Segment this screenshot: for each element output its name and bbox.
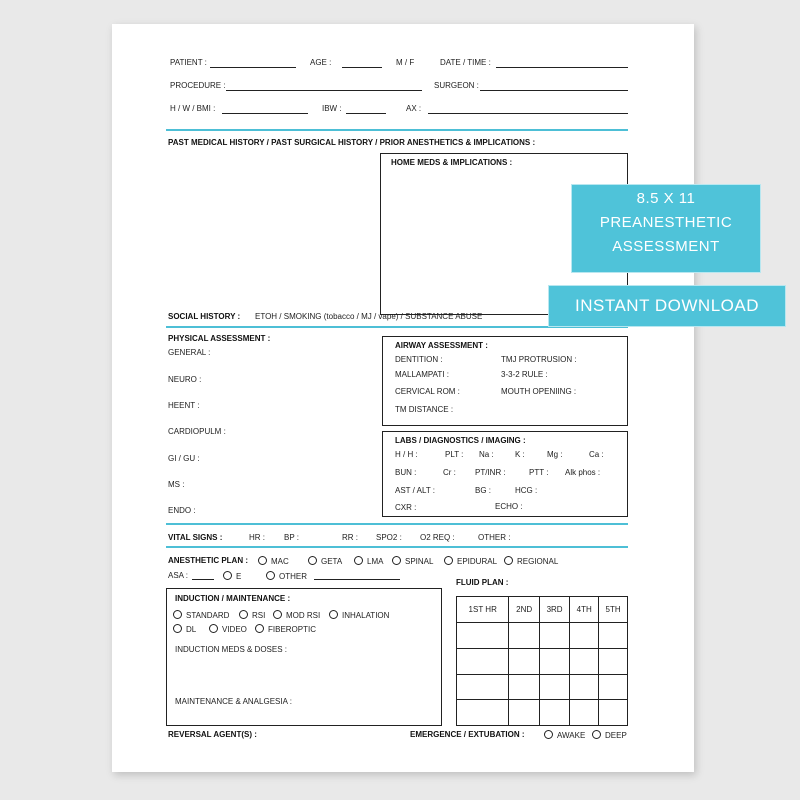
physical-endo: ENDO :	[168, 506, 196, 515]
fluid-cell[interactable]	[539, 700, 569, 726]
induction-standard-option[interactable]: STANDARD	[173, 610, 229, 620]
divider	[166, 523, 628, 525]
physical-title: PHYSICAL ASSESSMENT :	[168, 334, 271, 343]
mallampati-label: MALLAMPATI :	[395, 370, 449, 379]
airway-box[interactable]	[382, 336, 628, 426]
ibw-field[interactable]	[346, 113, 386, 114]
surgeon-field[interactable]	[480, 90, 628, 91]
plan-label: ANESTHETIC PLAN :	[168, 556, 248, 565]
radio-icon[interactable]	[504, 556, 513, 565]
divider	[166, 129, 628, 131]
hr-label: HR :	[249, 533, 265, 542]
maintenance-label: MAINTENANCE & ANALGESIA :	[175, 697, 292, 706]
fluid-header-3: 3RD	[539, 597, 569, 623]
plt-label: PLT :	[445, 450, 464, 459]
fluid-cell[interactable]	[599, 648, 628, 674]
fluid-cell[interactable]	[599, 674, 628, 700]
physical-gigu: GI / GU :	[168, 454, 200, 463]
fluid-cell[interactable]	[509, 674, 539, 700]
tm-distance-label: TM DISTANCE :	[395, 405, 454, 414]
procedure-field[interactable]	[226, 90, 422, 91]
fluid-cell[interactable]	[457, 700, 509, 726]
physical-heent: HEENT :	[168, 401, 200, 410]
induction-meds-label: INDUCTION MEDS & DOSES :	[175, 645, 288, 654]
badge-subtitle: ASSESSMENT	[612, 238, 720, 255]
induction-dl-option[interactable]: DL	[173, 624, 196, 634]
hh-label: H / H :	[395, 450, 418, 459]
surgeon-label: SURGEON :	[434, 81, 479, 90]
tmj-label: TMJ PROTRUSION :	[501, 355, 577, 364]
physical-ms: MS :	[168, 480, 185, 489]
product-badge	[571, 184, 761, 273]
radio-icon[interactable]	[258, 556, 267, 565]
fluid-cell[interactable]	[509, 648, 539, 674]
cr-label: Cr :	[443, 468, 456, 477]
radio-icon[interactable]	[255, 624, 264, 633]
bg-label: BG :	[475, 486, 492, 495]
badge-size: 8.5 X 11	[636, 190, 696, 207]
fluid-header-5: 5TH	[599, 597, 628, 623]
dentition-label: DENTITION :	[395, 355, 443, 364]
airway-title: AIRWAY ASSESSMENT :	[395, 341, 488, 350]
induction-inhalation-option[interactable]: INHALATION	[329, 610, 389, 620]
alk-label: Alk phos :	[565, 468, 601, 477]
labs-title: LABS / DIAGNOSTICS / IMAGING :	[395, 436, 526, 445]
instant-download-banner: INSTANT DOWNLOAD	[548, 285, 786, 327]
fluid-cell[interactable]	[509, 700, 539, 726]
radio-icon[interactable]	[239, 610, 248, 619]
ibw-label: IBW :	[322, 104, 342, 113]
age-field[interactable]	[342, 67, 382, 68]
ax-field[interactable]	[428, 113, 628, 114]
social-history-text: ETOH / SMOKING (tobacco / MJ / vape) / SUBSTANCE ABUSE	[255, 312, 483, 321]
fluid-cell[interactable]	[457, 648, 509, 674]
ptinr-label: PT/INR :	[475, 468, 506, 477]
fluid-cell[interactable]	[599, 623, 628, 649]
ax-label: AX :	[406, 104, 422, 113]
plan-other-option[interactable]: OTHER	[266, 571, 307, 581]
patient-field[interactable]	[210, 67, 296, 68]
fluid-cell[interactable]	[457, 623, 509, 649]
radio-icon[interactable]	[273, 610, 282, 619]
radio-icon[interactable]	[209, 624, 218, 633]
plan-epidural-option[interactable]: EPIDURAL	[444, 556, 497, 566]
hwbmi-field[interactable]	[222, 113, 308, 114]
patient-label: PATIENT :	[170, 58, 207, 67]
fluid-cell[interactable]	[539, 623, 569, 649]
fluid-cell[interactable]	[570, 623, 599, 649]
fluid-cell[interactable]	[570, 648, 599, 674]
o2req-label: O2 REQ :	[420, 533, 455, 542]
physical-cardiopulm: CARDIOPULM :	[168, 427, 226, 436]
induction-title: INDUCTION / MAINTENANCE :	[175, 594, 291, 603]
sex-label: M / F	[396, 58, 415, 67]
radio-icon[interactable]	[223, 571, 232, 580]
social-history-label: SOCIAL HISTORY :	[168, 312, 241, 321]
age-label: AGE :	[310, 58, 332, 67]
ca-label: Ca :	[589, 450, 604, 459]
radio-icon[interactable]	[354, 556, 363, 565]
spo2-label: SPO2 :	[376, 533, 402, 542]
fluid-cell[interactable]	[539, 648, 569, 674]
fluid-cell[interactable]	[570, 700, 599, 726]
hwbmi-label: H / W / BMI :	[170, 104, 216, 113]
cxr-label: CXR :	[395, 503, 417, 512]
plan-lma-option[interactable]: LMA	[354, 556, 383, 566]
procedure-label: PROCEDURE :	[170, 81, 226, 90]
ptt-label: PTT :	[529, 468, 549, 477]
fluid-cell[interactable]	[599, 700, 628, 726]
induction-video-option[interactable]: VIDEO	[209, 624, 247, 634]
radio-icon[interactable]	[592, 730, 601, 739]
k-label: K :	[515, 450, 525, 459]
assessment-form-page	[112, 24, 694, 772]
plan-spinal-option[interactable]: SPINAL	[392, 556, 433, 566]
datetime-label: DATE / TIME :	[440, 58, 491, 67]
datetime-field[interactable]	[496, 67, 628, 68]
radio-icon[interactable]	[173, 610, 182, 619]
induction-fiberoptic-option[interactable]: FIBEROPTIC	[255, 624, 316, 634]
emergence-label: EMERGENCE / EXTUBATION :	[410, 730, 525, 739]
reversal-label: REVERSAL AGENT(S) :	[168, 730, 257, 739]
induction-modrsi-option[interactable]: MOD RSI	[273, 610, 320, 620]
bp-label: BP :	[284, 533, 299, 542]
asa-field[interactable]	[192, 579, 214, 580]
plan-mac-option[interactable]: MAC	[258, 556, 289, 566]
radio-icon[interactable]	[444, 556, 453, 565]
fluid-cell[interactable]	[509, 623, 539, 649]
cervical-label: CERVICAL ROM :	[395, 387, 460, 396]
fluid-cell[interactable]	[570, 674, 599, 700]
mouth-label: MOUTH OPENIING :	[501, 387, 577, 396]
physical-neuro: NEURO :	[168, 375, 202, 384]
fluid-cell[interactable]	[457, 674, 509, 700]
mg-label: Mg :	[547, 450, 563, 459]
plan-geta-option[interactable]: GETA	[308, 556, 342, 566]
fluid-header-1: 1ST HR	[457, 597, 509, 623]
emergence-awake-option[interactable]: AWAKE	[544, 730, 585, 740]
physical-general: GENERAL :	[168, 348, 211, 357]
radio-icon[interactable]	[392, 556, 401, 565]
asa-label: ASA :	[168, 571, 189, 580]
echo-label: ECHO :	[495, 502, 523, 511]
labs-box[interactable]	[382, 431, 628, 517]
fluid-plan-grid[interactable]	[456, 596, 628, 726]
badge-title: PREANESTHETIC	[599, 214, 733, 231]
radio-icon[interactable]	[308, 556, 317, 565]
radio-icon[interactable]	[173, 624, 182, 633]
divider	[166, 546, 628, 548]
fluid-plan-title: FLUID PLAN :	[456, 578, 509, 587]
radio-icon[interactable]	[266, 571, 275, 580]
plan-regional-option[interactable]: REGIONAL	[504, 556, 558, 566]
induction-box[interactable]	[166, 588, 442, 726]
rule-332-label: 3-3-2 RULE :	[501, 370, 548, 379]
fluid-cell[interactable]	[539, 674, 569, 700]
vitals-label: VITAL SIGNS :	[168, 533, 223, 542]
induction-rsi-option[interactable]: RSI	[239, 610, 265, 620]
bun-label: BUN :	[395, 468, 417, 477]
na-label: Na :	[479, 450, 494, 459]
rr-label: RR :	[342, 533, 358, 542]
fluid-header-2: 2ND	[509, 597, 539, 623]
emergence-deep-option[interactable]: DEEP	[592, 730, 627, 740]
hcg-label: HCG :	[515, 486, 538, 495]
ast-label: AST / ALT :	[395, 486, 436, 495]
vitals-other-label: OTHER :	[478, 533, 511, 542]
history-title: PAST MEDICAL HISTORY / PAST SURGICAL HISTORY / PRIOR ANESTHETICS & IMPLICATIONS :	[168, 138, 536, 147]
plan-other-field[interactable]	[314, 579, 400, 580]
radio-icon[interactable]	[544, 730, 553, 739]
fluid-header-4: 4TH	[570, 597, 599, 623]
radio-icon[interactable]	[329, 610, 338, 619]
asa-emergency-option[interactable]: E	[223, 571, 241, 581]
home-meds-title: HOME MEDS & IMPLICATIONS :	[391, 158, 513, 167]
